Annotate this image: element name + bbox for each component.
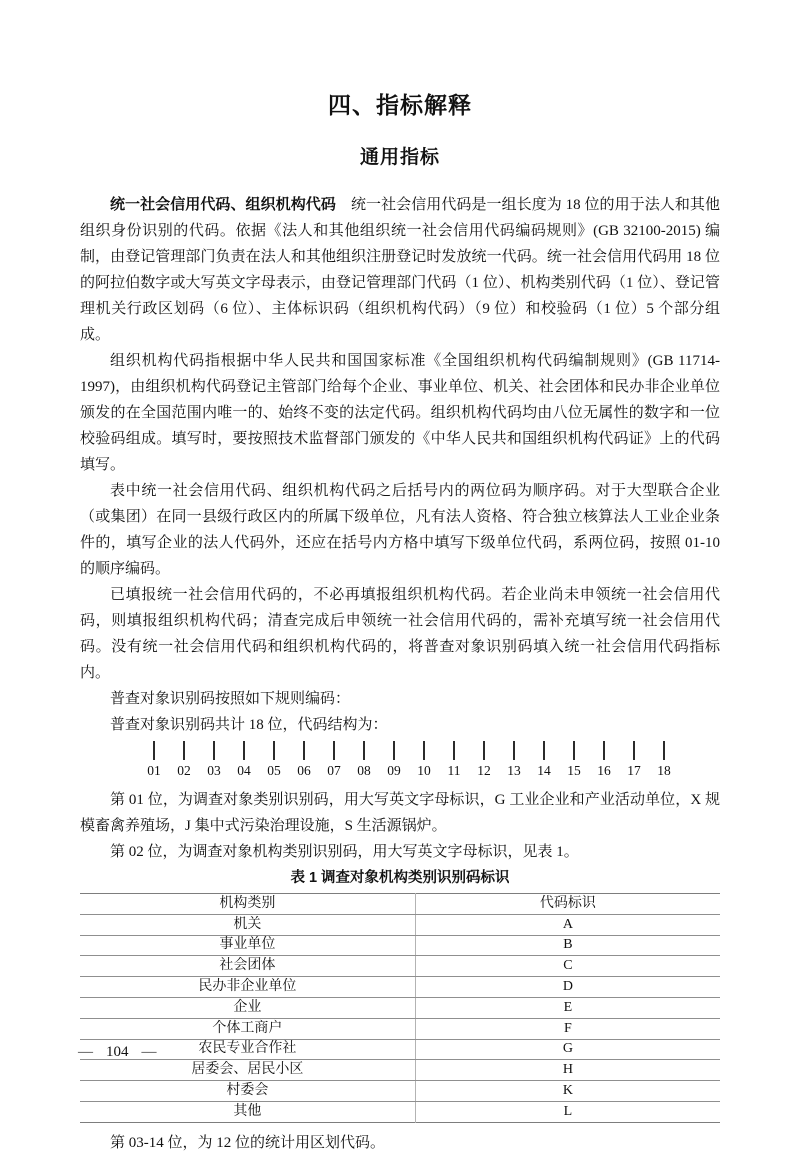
digit-label: 07: [327, 763, 341, 778]
digit-label: 02: [177, 763, 191, 778]
cell-code: B: [415, 935, 720, 956]
digit-box-icon: [153, 741, 155, 760]
cell-code: E: [415, 997, 720, 1018]
table-row: [80, 956, 720, 977]
cell-code: K: [415, 1081, 720, 1102]
paragraph-structure-intro: 普查对象识别码共计 18 位，代码结构为：: [110, 717, 388, 733]
page-title: 四、指标解释: [328, 92, 472, 118]
digit-label: 13: [507, 763, 521, 778]
table-row: [80, 1039, 720, 1060]
digit-label: 15: [567, 763, 581, 778]
digit-box-icon: [243, 741, 245, 760]
code-digit-cell: [413, 742, 435, 779]
footer-dash-left: —: [78, 1044, 93, 1060]
table-caption: 表 1 调查对象机构类别识别码标识: [290, 870, 510, 886]
digit-box-icon: [333, 741, 335, 760]
digit-label: 16: [597, 763, 611, 778]
cell-category: 其他: [80, 1101, 415, 1122]
page-content: [80, 0, 720, 1156]
table-row: [80, 1081, 720, 1102]
footer-dash-right: —: [141, 1044, 157, 1060]
digit-box-icon: [273, 741, 275, 760]
code-digit-cell: [203, 742, 225, 779]
cell-category: 农民专业合作社: [80, 1039, 415, 1060]
paragraph-digit-02: 第 02 位，为调查对象机构类别识别码，用大写英文字母标识，见表 1。: [110, 844, 579, 860]
digit-box-icon: [633, 741, 635, 760]
header-cell-category: 机构类别: [80, 894, 415, 915]
digit-label: 05: [267, 763, 281, 778]
code-digit-cell: [593, 742, 615, 779]
digit-box-icon: [423, 741, 425, 760]
table-row: [80, 914, 720, 935]
code-digit-cell: [623, 742, 645, 779]
header-cell-code: 代码标识: [415, 894, 720, 915]
table-header-row: [80, 894, 720, 915]
page-footer: [78, 1042, 157, 1062]
code-digit-cell: [533, 742, 555, 779]
code-digit-cell: [353, 742, 375, 779]
cell-code: C: [415, 956, 720, 977]
digit-box-icon: [603, 741, 605, 760]
code-digit-cell: [173, 742, 195, 779]
paragraph-rule-intro: 普查对象识别码按照如下规则编码：: [110, 691, 351, 707]
code-structure-row: [80, 742, 720, 779]
cell-category: 居委会、居民小区: [80, 1060, 415, 1081]
digit-label: 09: [387, 763, 401, 778]
digit-box-icon: [303, 741, 305, 760]
digit-label: 17: [627, 763, 641, 778]
table-row: [80, 935, 720, 956]
table-row: [80, 997, 720, 1018]
digit-label: 03: [207, 763, 221, 778]
digit-label: 04: [237, 763, 251, 778]
digit-box-icon: [213, 741, 215, 760]
paragraph-filled-code: 已填报统一社会信用代码的，不必再填报组织机构代码。若企业尚未申领统一社会信用代码，则填报组织机构代码；清查完成后申领统一社会信用代码的，需补充填写统一社会信用代码。没有统一社会信用代码和组织机构代码的，将普查对象识别码填入统一社会信用代码指标内。: [80, 587, 720, 681]
digit-box-icon: [183, 741, 185, 760]
paragraph-org-code: 组织机构代码指根据中华人民共和国国家标准《全国组织机构代码编制规则》(GB 11714-1997)，由组织机构代码登记主管部门给每个企业、事业单位、机关、社会团体和民办非企业单位颁发的在全国范围内唯一的、始终不变的法定代码。组织机构代码均由八位无属性的数字和一位校验码组成。填写时，要按照技术监督部门颁发的《中华人民共和国组织机构代码证》上的代码填写。: [80, 353, 720, 473]
cell-category: 社会团体: [80, 956, 415, 977]
paragraph-sequence-code: 表中统一社会信用代码、组织机构代码之后括号内的两位码为顺序码。对于大型联合企业（或集团）在同一县级行政区内的所属下级单位，凡有法人资格、符合独立核算法人工业企业条件的，填写企业的法人代码外，还应在括号内方格中填写下级单位代码，系两位码，按照 01-10 的顺序编码。: [80, 483, 720, 577]
org-category-table: [80, 893, 720, 1123]
digit-box-icon: [543, 741, 545, 760]
code-digit-cell: [323, 742, 345, 779]
code-digit-cell: [383, 742, 405, 779]
digit-label: 10: [417, 763, 431, 778]
cell-code: H: [415, 1060, 720, 1081]
cell-category: 事业单位: [80, 935, 415, 956]
paragraph-lead-body: 统一社会信用代码是一组长度为 18 位的用于法人和其他组织身份识别的代码。依据《法人和其他组织统一社会信用代码编码规则》(GB 32100-2015) 编制，由登记管理部门负责在法人和其他组织注册登记时发放统一代码。统一社会信用代码用 18 位的阿拉伯数字或大写英文字母表示，由登记管理部门代码（1 位）、机构类别代码（1 位）、登记管理机关行政区划码（6 位）、主体标识码（组织机构代码）（9 位）和校验码（1 位）5 个部分组成。: [80, 197, 720, 343]
digit-label: 11: [447, 763, 461, 778]
cell-code: D: [415, 977, 720, 998]
digit-box-icon: [513, 741, 515, 760]
digit-label: 12: [477, 763, 491, 778]
cell-category: 村委会: [80, 1081, 415, 1102]
digit-label: 06: [297, 763, 311, 778]
cell-category: 企业: [80, 997, 415, 1018]
digit-box-icon: [663, 741, 665, 760]
digit-box-icon: [483, 741, 485, 760]
table-row: [80, 977, 720, 998]
code-digit-cell: [653, 742, 675, 779]
cell-category: 民办非企业单位: [80, 977, 415, 998]
code-digit-cell: [563, 742, 585, 779]
digit-box-icon: [573, 741, 575, 760]
digit-label: 01: [147, 763, 161, 778]
digit-label: 14: [537, 763, 551, 778]
digit-box-icon: [453, 741, 455, 760]
section-title: 通用指标: [359, 147, 440, 168]
cell-code: A: [415, 914, 720, 935]
digit-box-icon: [363, 741, 365, 760]
code-digit-cell: [143, 742, 165, 779]
cell-code: L: [563, 1103, 573, 1119]
paragraph-lead-term: 统一社会信用代码、组织机构代码: [110, 196, 336, 213]
paragraph-digits-03-14: 第 03-14 位，为 12 位的统计用区划代码。: [110, 1134, 385, 1151]
table-row: [80, 1101, 720, 1122]
code-digit-cell: [503, 742, 525, 779]
digit-box-icon: [393, 741, 395, 760]
code-digit-cell: [233, 742, 255, 779]
table-row: [80, 1018, 720, 1039]
paragraph-credit-code: [80, 192, 720, 348]
code-digit-cell: [293, 742, 315, 779]
cell-code: G: [415, 1039, 720, 1060]
code-digit-cell: [443, 742, 465, 779]
paragraph-digit-01: 第 01 位，为调查对象类别识别码，用大写英文字母标识，G 工业企业和产业活动单位，X 规模畜禽养殖场，J 集中式污染治理设施，S 生活源锅炉。: [80, 792, 720, 834]
cell-category: 机关: [80, 914, 415, 935]
cell-code: F: [415, 1018, 720, 1039]
digit-label: 18: [657, 763, 671, 778]
code-digit-cell: [263, 742, 285, 779]
body-text: [80, 192, 720, 1156]
cell-category: 个体工商户: [80, 1018, 415, 1039]
table-row: [80, 1060, 720, 1081]
page-number: 104: [106, 1044, 129, 1060]
digit-label: 08: [357, 763, 371, 778]
code-digit-cell: [473, 742, 495, 779]
